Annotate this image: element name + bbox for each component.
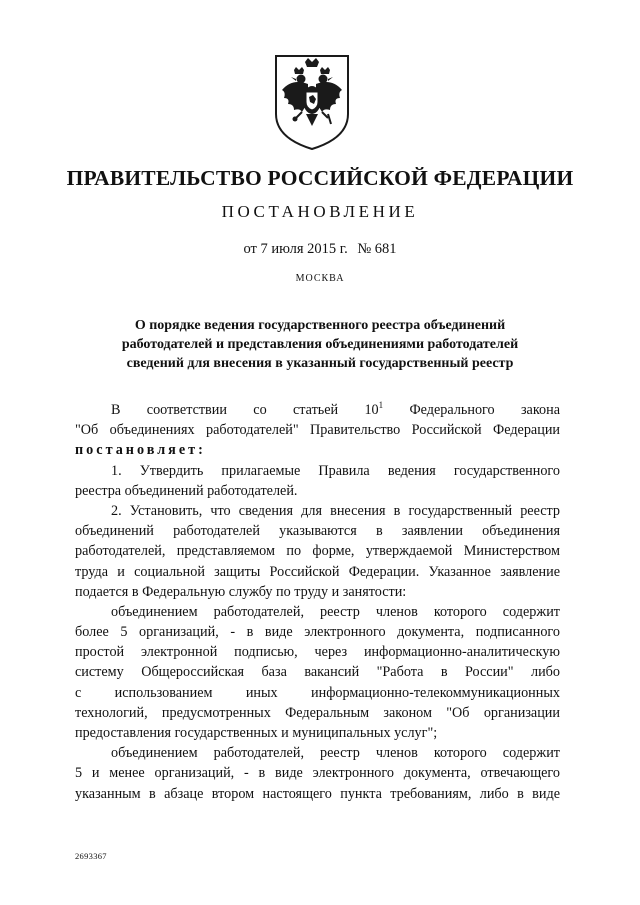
body-word: закона <box>520 402 560 418</box>
document-code: 2693367 <box>75 851 107 861</box>
body-line: объединений работодателей указываются в заявлении объединения <box>75 523 560 540</box>
document-number: 681 <box>374 241 397 257</box>
heading-line: О порядке ведения государственного реестра объединений <box>134 318 506 333</box>
body-line: предоставления государственных и муниципальных услуг"; <box>75 725 438 741</box>
body-line: 2. Установить, что сведения для внесения в государственный реестр <box>111 502 560 519</box>
body-line: 5 и менее организаций, - в виде электронного документа, отвечающего <box>75 765 560 782</box>
document-body <box>75 400 560 804</box>
body-line: работодателей, представляемом по форме, утверждаемой Министерством <box>75 543 560 560</box>
body-word: Федерального <box>409 402 495 418</box>
body-line: подается в Федеральную службу по труду и занятости: <box>75 583 407 600</box>
document-date-line <box>0 241 640 258</box>
document-city: МОСКВА <box>295 273 345 284</box>
heading-line: работодателей и представления объединениями работодателей <box>121 337 519 352</box>
body-line: систему Общероссийская база вакансий "Работа в России" либо <box>75 664 560 681</box>
document-heading <box>95 316 545 373</box>
body-line: объединением работодателей, реестр членов которого содержит <box>111 745 560 762</box>
body-line: с использованием иных информационно-телекоммуникационных <box>75 684 560 701</box>
decree-keyword: постановляет: <box>75 442 206 459</box>
government-title: ПРАВИТЕЛЬСТВО РОССИЙСКОЙ ФЕДЕРАЦИИ <box>66 166 574 190</box>
body-line <box>75 400 560 420</box>
body-line: указанным в абзаце втором настоящего пункта требованиям, либо в виде <box>75 785 560 802</box>
body-line: простой электронной подписью, через информационно-аналитическую <box>75 644 560 661</box>
heading-line: сведений для внесения в указанный государственный реестр <box>126 356 514 371</box>
document-type: ПОСТАНОВЛЕНИЕ <box>221 202 419 221</box>
body-word: В <box>111 402 121 418</box>
body-line: объединением работодателей, реестр членов которого содержит <box>111 603 560 620</box>
number-label: № <box>357 241 372 257</box>
body-line: реестра объединений работодателей. <box>75 482 298 499</box>
body-line: "Об объединениях работодателей" Правительство Российской Федерации <box>75 422 560 439</box>
body-line: более 5 организаций, - в виде электронного документа, подписанного <box>75 624 560 641</box>
body-word: статьей 10 <box>292 402 379 418</box>
document-date: от 7 июля 2015 г. <box>243 241 348 257</box>
coat-of-arms-icon <box>272 52 352 152</box>
article-superscript: 1 <box>378 400 384 410</box>
body-word-with-superscript <box>293 402 383 418</box>
body-word: соответствии <box>146 402 227 418</box>
body-line: 1. Утвердить прилагаемые Правила ведения государственного <box>111 462 560 479</box>
body-line: технологий, предусмотренных Федеральным законом "Об организации <box>75 704 560 721</box>
body-line: труда и социальной защиты Российской Федерации. Указанное заявление <box>75 563 560 580</box>
body-word: со <box>253 402 267 418</box>
